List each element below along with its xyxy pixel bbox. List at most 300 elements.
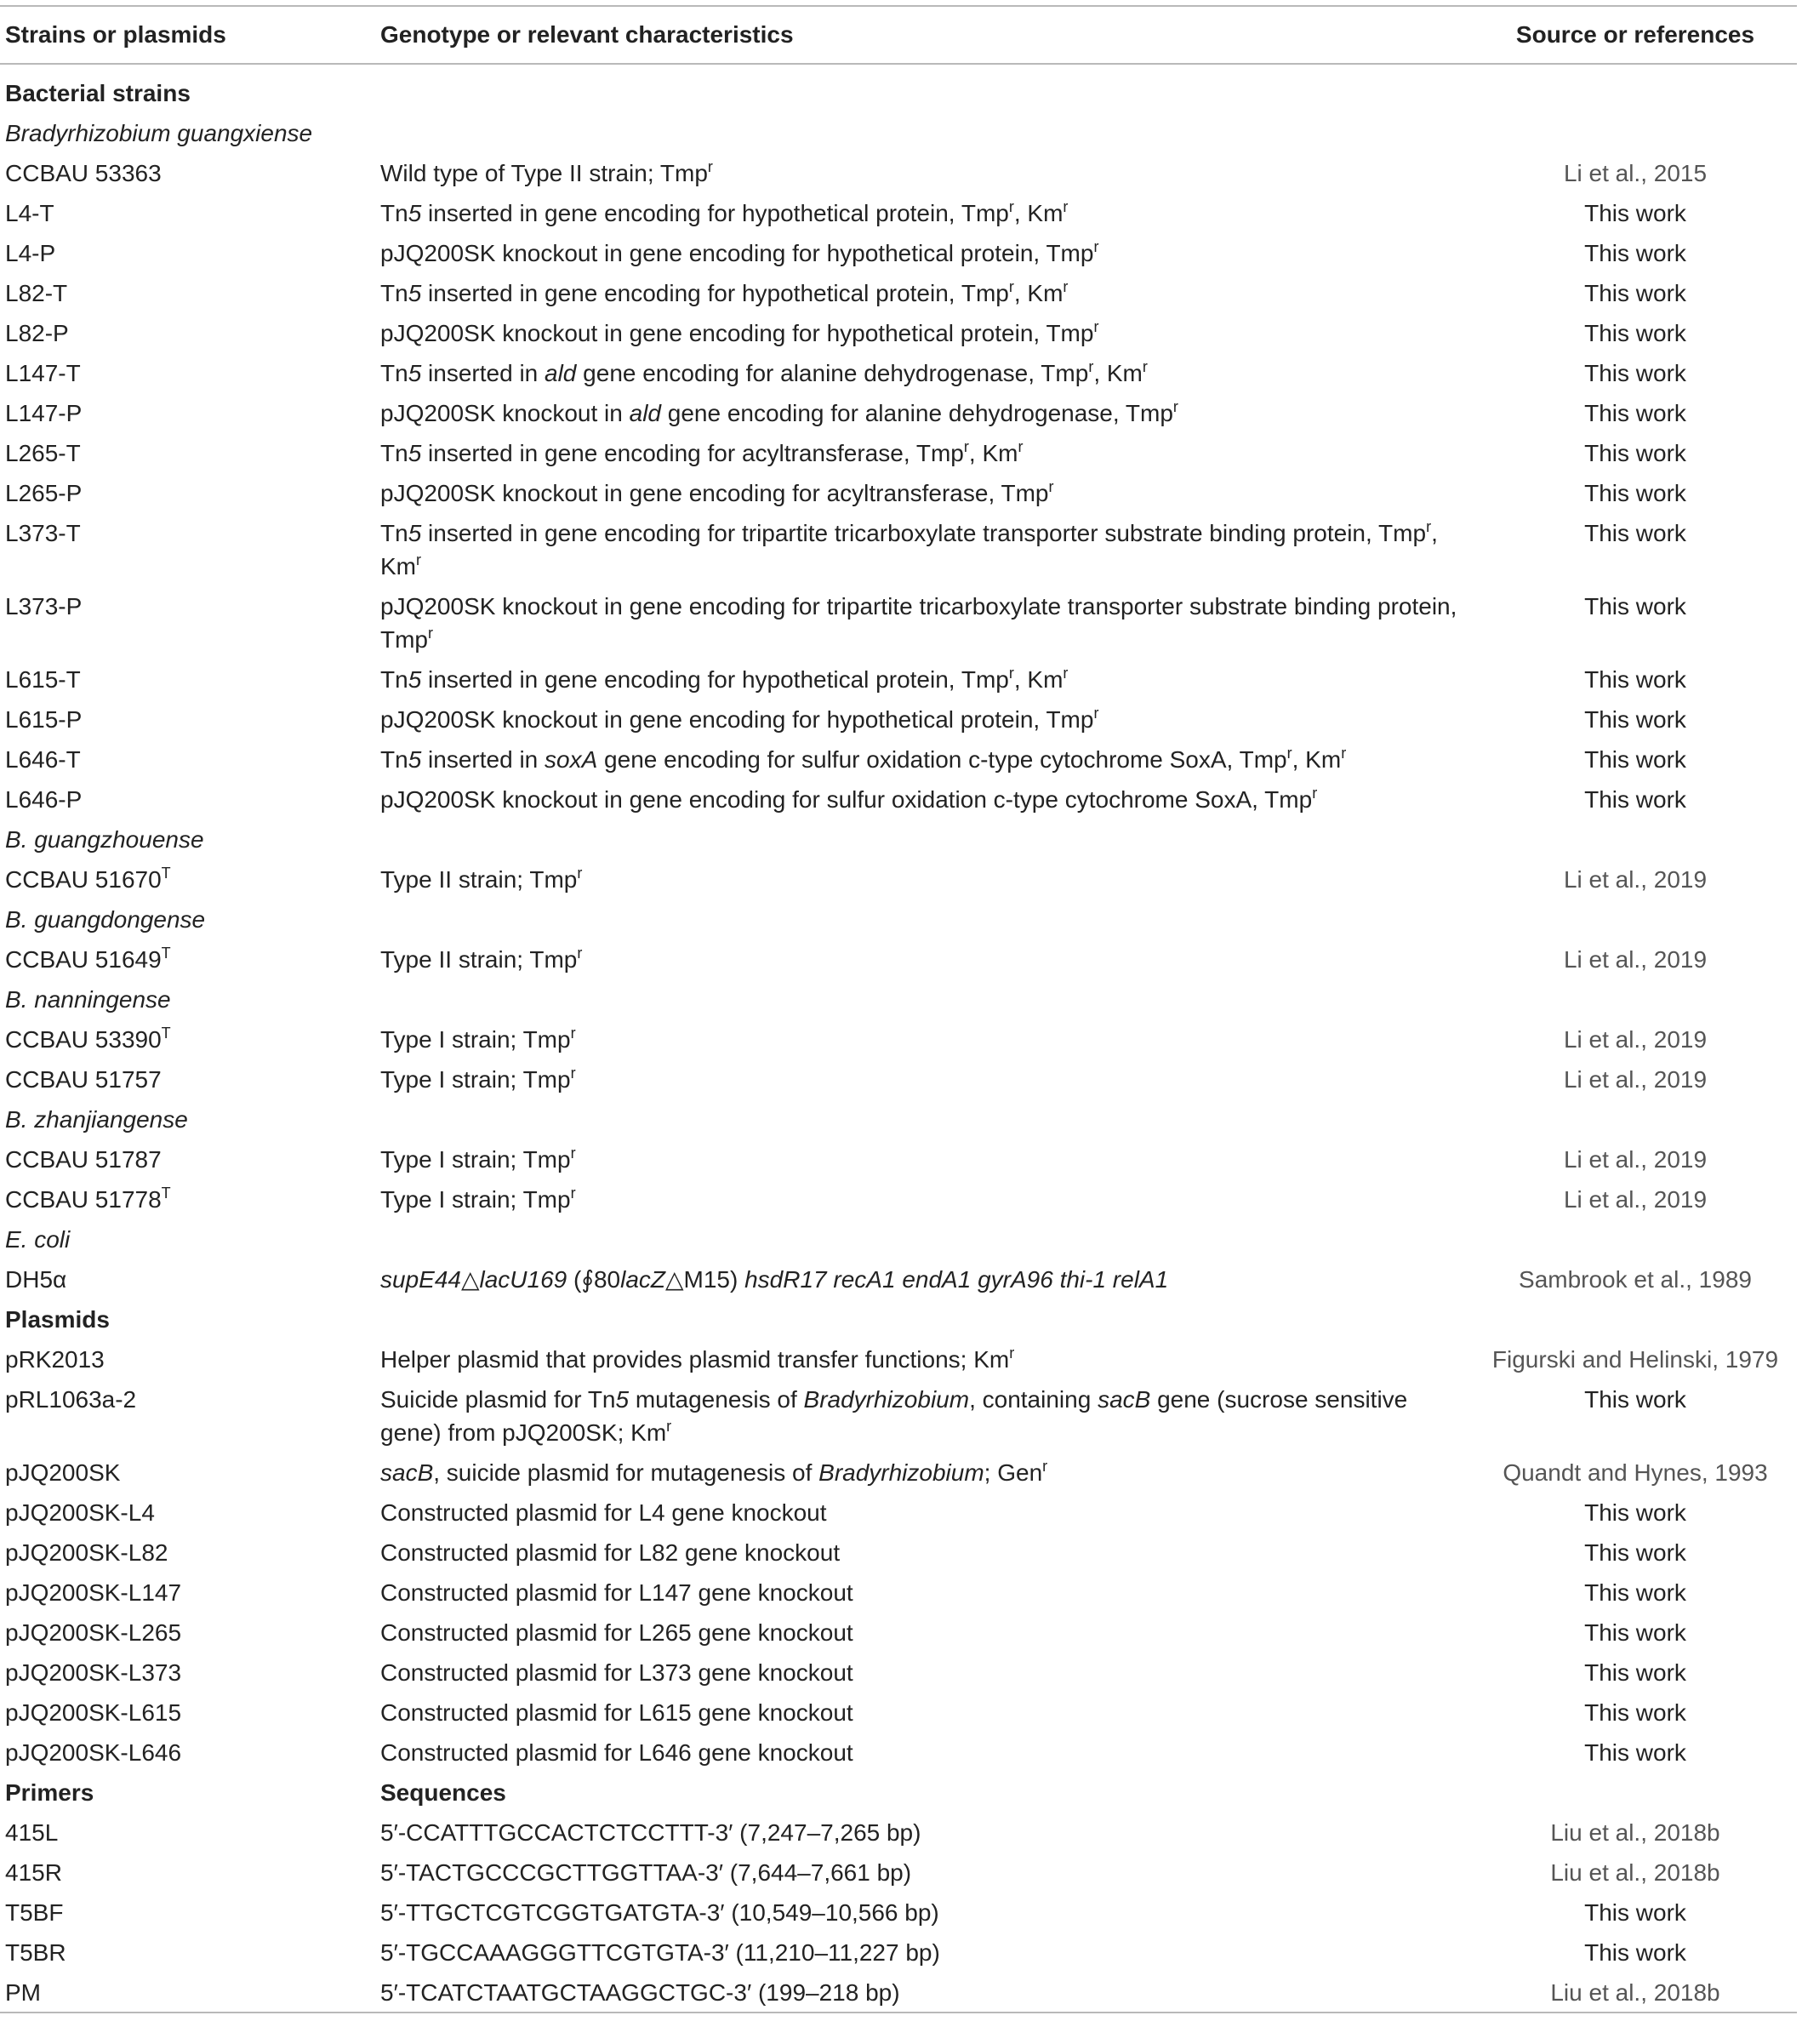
- superscript: r: [416, 551, 421, 568]
- text-segment: pJQ200SK knockout in: [380, 400, 630, 426]
- strain-name: [0, 1573, 375, 1613]
- name-text: pJQ200SK-L265: [5, 1619, 182, 1646]
- source-cell: This work: [1584, 480, 1686, 506]
- text-segment: Sequences: [380, 1779, 506, 1806]
- source-cell: Li et al., 2019: [1563, 946, 1708, 973]
- table-row: [0, 433, 1797, 473]
- table-row: [0, 1733, 1797, 1773]
- text-segment: Constructed plasmid for L82 gene knockout: [380, 1539, 841, 1566]
- text-segment: Constructed plasmid for L646 gene knockout: [380, 1739, 853, 1766]
- name-text: pJQ200SK: [5, 1459, 121, 1486]
- genotype-cell: [375, 1573, 1468, 1613]
- genotype-cell: [375, 393, 1468, 433]
- genotype-cell: [375, 1019, 1468, 1059]
- genotype-cell: [375, 1693, 1468, 1733]
- superscript: r: [1426, 518, 1432, 535]
- name-text: pJQ200SK-L82: [5, 1539, 168, 1566]
- text-segment: Tn: [380, 666, 408, 693]
- species-row: [0, 113, 1797, 153]
- table-row: [0, 1453, 1797, 1493]
- text-segment: , Km: [1013, 666, 1064, 693]
- genotype-cell: [375, 353, 1468, 393]
- name-text: PM: [5, 1979, 41, 2006]
- text-segment: pJQ200SK knockout in gene encoding for hypothetical protein, Tmp: [380, 320, 1094, 346]
- text-segment: inserted in: [421, 746, 545, 773]
- superscript: r: [1048, 478, 1054, 495]
- table-row: [0, 193, 1797, 233]
- table-row: [0, 393, 1797, 433]
- table-row: [0, 233, 1797, 273]
- superscript: r: [1341, 745, 1347, 762]
- strain-name: [0, 1613, 375, 1653]
- species-name: [0, 113, 375, 153]
- name-text: pRL1063a-2: [5, 1386, 137, 1413]
- genotype-cell: [375, 899, 1468, 939]
- table-header: [0, 6, 1797, 64]
- text-segment: Type II strain; Tmp: [380, 866, 578, 893]
- source-cell: [1468, 1299, 1797, 1339]
- table-row: [0, 473, 1797, 513]
- genotype-cell: [375, 939, 1468, 979]
- superscript: r: [1042, 1458, 1048, 1475]
- species-row: [0, 1099, 1797, 1139]
- name-text: pJQ200SK-L4: [5, 1499, 155, 1526]
- section-row: [0, 1299, 1797, 1339]
- strain-name: [0, 433, 375, 473]
- genotype-cell: [375, 1973, 1468, 2013]
- table-row: [0, 859, 1797, 899]
- table-row: [0, 313, 1797, 353]
- table-row: [0, 1813, 1797, 1853]
- name-text: Primers: [5, 1779, 94, 1806]
- superscript: r: [1172, 398, 1178, 415]
- text-segment: Type I strain; Tmp: [380, 1026, 571, 1053]
- source-cell: This work: [1584, 280, 1686, 306]
- superscript: r: [666, 1418, 672, 1435]
- strain-name: [0, 1493, 375, 1533]
- source-cell: This work: [1584, 786, 1686, 813]
- section-row: [0, 1773, 1797, 1813]
- superscript: r: [1009, 1345, 1015, 1362]
- strain-name: [0, 586, 375, 659]
- text-segment: Type I strain; Tmp: [380, 1066, 571, 1093]
- text-segment: Tn: [380, 360, 408, 386]
- strain-name: [0, 1853, 375, 1893]
- superscript: r: [428, 625, 433, 642]
- genotype-cell: [375, 859, 1468, 899]
- text-segment: Suicide plasmid for Tn: [380, 1386, 616, 1413]
- text-segment: Tn: [380, 280, 408, 306]
- italic-text: Bradyrhizobium: [803, 1386, 970, 1413]
- strain-name: [0, 659, 375, 699]
- table-row: [0, 353, 1797, 393]
- table-row: [0, 699, 1797, 739]
- source-cell: Li et al., 2019: [1563, 1146, 1708, 1173]
- species-name: [0, 819, 375, 859]
- name-text: L4-P: [5, 240, 56, 266]
- type-strain-mark: T: [161, 1025, 171, 1042]
- name-text: Plasmids: [5, 1306, 110, 1333]
- text-segment: , Km: [380, 520, 1438, 580]
- name-text: L615-T: [5, 666, 81, 693]
- text-segment: , Km: [1292, 746, 1342, 773]
- source-cell: This work: [1584, 593, 1686, 619]
- section-title: [0, 1773, 375, 1813]
- text-segment: Type I strain; Tmp: [380, 1146, 571, 1173]
- text-segment: , containing: [969, 1386, 1098, 1413]
- name-text: B. guangdongense: [5, 906, 206, 933]
- strain-name: [0, 859, 375, 899]
- name-text: CCBAU 51649: [5, 946, 162, 973]
- source-cell: Figurski and Helinski, 1979: [1491, 1346, 1779, 1373]
- genotype-cell: [375, 819, 1468, 859]
- strain-name: [0, 1179, 375, 1219]
- table-row: [0, 1853, 1797, 1893]
- type-strain-mark: T: [161, 1185, 171, 1202]
- name-text: CCBAU 51778: [5, 1186, 162, 1213]
- genotype-cell: [375, 1933, 1468, 1973]
- source-cell: This work: [1584, 520, 1686, 546]
- genotype-cell: [375, 1219, 1468, 1259]
- superscript: r: [570, 1145, 576, 1162]
- header-row: [0, 6, 1797, 64]
- text-segment: Constructed plasmid for L147 gene knockout: [380, 1579, 853, 1606]
- superscript: r: [1142, 358, 1148, 375]
- text-segment: inserted in gene encoding for hypothetical protein, Tmp: [421, 666, 1009, 693]
- italic-text: 5: [408, 440, 422, 466]
- source-cell: Li et al., 2019: [1563, 866, 1708, 893]
- source-cell: This work: [1584, 746, 1686, 773]
- type-strain-mark: T: [161, 945, 171, 962]
- text-segment: △M15): [665, 1266, 745, 1293]
- superscript: r: [577, 945, 583, 962]
- source-cell: [1468, 1773, 1797, 1813]
- strain-name: [0, 1453, 375, 1493]
- name-text: 415L: [5, 1819, 59, 1846]
- table-row: [0, 1653, 1797, 1693]
- genotype-cell: [375, 1813, 1468, 1853]
- source-cell: Sambrook et al., 1989: [1519, 1266, 1752, 1293]
- italic-text: lacU169: [479, 1266, 567, 1293]
- genotype-cell: [375, 193, 1468, 233]
- species-name: [0, 979, 375, 1019]
- table-row: [0, 1059, 1797, 1099]
- text-segment: gene encoding for alanine dehydrogenase, Tmp: [661, 400, 1173, 426]
- strain-name: [0, 1933, 375, 1973]
- text-segment: 5′-TGCCAAAGGGTTCGTGTA-3′ (11,210–11,227 bp): [380, 1939, 940, 1966]
- genotype-cell: [375, 1179, 1468, 1219]
- source-cell: This work: [1584, 320, 1686, 346]
- italic-text: hsdR17 recA1 endA1 gyrA96 thi-1 relA1: [744, 1266, 1169, 1293]
- table-row: [0, 739, 1797, 779]
- source-cell: Li et al., 2015: [1563, 160, 1708, 186]
- genotype-cell: [375, 1259, 1468, 1299]
- strain-name: [0, 1653, 375, 1693]
- genotype-cell: [375, 659, 1468, 699]
- text-segment: pJQ200SK knockout in gene encoding for tripartite tricarboxylate transporter substrate binding protein, Tmp: [380, 593, 1457, 653]
- source-cell: This work: [1584, 1899, 1686, 1926]
- genotype-cell: [375, 979, 1468, 1019]
- strain-name: [0, 1893, 375, 1933]
- superscript: r: [570, 1065, 576, 1082]
- text-segment: inserted in gene encoding for acyltransferase, Tmp: [421, 440, 964, 466]
- source-cell: This work: [1584, 360, 1686, 386]
- header-genotype: Genotype or relevant characteristics: [375, 6, 1468, 64]
- genotype-cell: [375, 1099, 1468, 1139]
- italic-text: soxA: [545, 746, 598, 773]
- name-text: CCBAU 53390: [5, 1026, 162, 1053]
- source-cell: This work: [1584, 1739, 1686, 1766]
- name-text: L265-T: [5, 440, 81, 466]
- name-text: CCBAU 51670: [5, 866, 162, 893]
- strain-name: [0, 699, 375, 739]
- text-segment: pJQ200SK knockout in gene encoding for acyltransferase, Tmp: [380, 480, 1049, 506]
- strain-name: [0, 1059, 375, 1099]
- strain-name: [0, 939, 375, 979]
- name-text: pJQ200SK-L646: [5, 1739, 182, 1766]
- name-text: L646-T: [5, 746, 81, 773]
- name-text: 415R: [5, 1859, 62, 1886]
- italic-text: ald: [545, 360, 577, 386]
- superscript: r: [1093, 318, 1099, 335]
- superscript: r: [963, 438, 969, 455]
- superscript: r: [1018, 438, 1024, 455]
- text-segment: Tn: [380, 746, 408, 773]
- source-cell: This work: [1584, 1939, 1686, 1966]
- name-text: pJQ200SK-L615: [5, 1699, 182, 1726]
- name-text: L265-P: [5, 480, 83, 506]
- strains-plasmids-table: [0, 5, 1797, 2013]
- species-row: [0, 899, 1797, 939]
- name-text: pJQ200SK-L373: [5, 1659, 182, 1686]
- text-segment: pJQ200SK knockout in gene encoding for hypothetical protein, Tmp: [380, 706, 1094, 733]
- text-segment: inserted in gene encoding for hypothetical protein, Tmp: [421, 280, 1009, 306]
- text-segment: Type II strain; Tmp: [380, 946, 578, 973]
- superscript: r: [1312, 785, 1318, 802]
- genotype-cell: [375, 153, 1468, 193]
- strain-name: [0, 473, 375, 513]
- superscript: r: [707, 158, 713, 175]
- text-segment: Constructed plasmid for L4 gene knockout: [380, 1499, 827, 1526]
- strain-name: [0, 1019, 375, 1059]
- strain-name: [0, 513, 375, 586]
- strain-name: [0, 1973, 375, 2013]
- text-segment: , Km: [1093, 360, 1143, 386]
- source-cell: This work: [1584, 440, 1686, 466]
- genotype-cell: [375, 1853, 1468, 1893]
- table-row: [0, 153, 1797, 193]
- table-row: [0, 1533, 1797, 1573]
- text-segment: Tn: [380, 520, 408, 546]
- superscript: r: [1008, 665, 1014, 682]
- source-cell: [1468, 1219, 1797, 1259]
- species-name: [0, 899, 375, 939]
- strain-name: [0, 393, 375, 433]
- genotype-cell: [375, 1893, 1468, 1933]
- table-row: [0, 1339, 1797, 1379]
- genotype-cell: [375, 113, 1468, 153]
- text-segment: , Km: [968, 440, 1018, 466]
- text-segment: Constructed plasmid for L265 gene knockout: [380, 1619, 853, 1646]
- species-row: [0, 1219, 1797, 1259]
- name-text: B. guangzhouense: [5, 826, 204, 853]
- strain-name: [0, 1693, 375, 1733]
- table-row: [0, 586, 1797, 659]
- genotype-cell: [375, 473, 1468, 513]
- superscript: r: [1093, 705, 1099, 722]
- source-cell: This work: [1584, 706, 1686, 733]
- text-segment: mutagenesis of: [629, 1386, 804, 1413]
- source-cell: This work: [1584, 200, 1686, 226]
- superscript: r: [1063, 665, 1069, 682]
- table-body: [0, 64, 1797, 2013]
- text-segment: , suicide plasmid for mutagenesis of: [433, 1459, 819, 1486]
- name-text: pJQ200SK-L147: [5, 1579, 182, 1606]
- text-segment: , Km: [1013, 280, 1064, 306]
- strain-name: [0, 1259, 375, 1299]
- source-cell: [1468, 64, 1797, 113]
- table-row: [0, 779, 1797, 819]
- genotype-cell: [375, 1139, 1468, 1179]
- superscript: r: [1063, 278, 1069, 295]
- name-text: B. nanningense: [5, 986, 171, 1013]
- source-cell: [1468, 113, 1797, 153]
- source-cell: [1468, 979, 1797, 1019]
- italic-text: ald: [629, 400, 661, 426]
- italic-text: 5: [408, 200, 422, 226]
- source-cell: Quandt and Hynes, 1993: [1503, 1459, 1768, 1486]
- italic-text: sacB: [1098, 1386, 1151, 1413]
- genotype-cell: [375, 1773, 1468, 1813]
- source-cell: This work: [1584, 1539, 1686, 1566]
- superscript: r: [1063, 198, 1069, 215]
- genotype-cell: [375, 1453, 1468, 1493]
- strain-name: [0, 779, 375, 819]
- text-segment: Type I strain; Tmp: [380, 1186, 571, 1213]
- strain-name: [0, 1813, 375, 1853]
- name-text: L82-P: [5, 320, 69, 346]
- text-segment: pJQ200SK knockout in gene encoding for hypothetical protein, Tmp: [380, 240, 1094, 266]
- name-text: L147-T: [5, 360, 81, 386]
- table-row: [0, 1019, 1797, 1059]
- text-segment: gene encoding for sulfur oxidation c-type cytochrome SoxA, Tmp: [597, 746, 1287, 773]
- species-name: [0, 1219, 375, 1259]
- italic-text: 5: [408, 666, 422, 693]
- species-row: [0, 979, 1797, 1019]
- table-row: [0, 1693, 1797, 1733]
- italic-text: 5: [408, 746, 422, 773]
- strain-name: [0, 353, 375, 393]
- genotype-cell: [375, 1379, 1468, 1453]
- genotype-cell: [375, 313, 1468, 353]
- strain-name: [0, 1533, 375, 1573]
- source-cell: This work: [1584, 1579, 1686, 1606]
- table-row: [0, 1573, 1797, 1613]
- italic-text: lacZ: [620, 1266, 665, 1293]
- italic-text: 5: [408, 360, 422, 386]
- strain-name: [0, 193, 375, 233]
- italic-text: 5: [408, 520, 422, 546]
- text-segment: Constructed plasmid for L373 gene knockout: [380, 1659, 853, 1686]
- table-row: [0, 659, 1797, 699]
- name-text: L646-P: [5, 786, 83, 813]
- text-segment: inserted in gene encoding for hypothetical protein, Tmp: [421, 200, 1009, 226]
- name-text: Bradyrhizobium guangxiense: [5, 120, 313, 146]
- text-segment: Tn: [380, 440, 408, 466]
- genotype-cell: [375, 433, 1468, 473]
- source-cell: This work: [1584, 666, 1686, 693]
- source-cell: Liu et al., 2018b: [1468, 1973, 1797, 2013]
- source-cell: [1468, 1099, 1797, 1139]
- source-cell: Li et al., 2019: [1563, 1066, 1708, 1093]
- table-row: [0, 1893, 1797, 1933]
- text-segment: , Km: [1013, 200, 1064, 226]
- superscript: r: [1008, 278, 1014, 295]
- strain-name: [0, 1379, 375, 1453]
- genotype-cell: [375, 739, 1468, 779]
- italic-text: 5: [408, 280, 422, 306]
- source-cell: Liu et al., 2018b: [1550, 1859, 1720, 1886]
- table-row: [0, 1613, 1797, 1653]
- source-cell: This work: [1584, 1699, 1686, 1726]
- text-segment: 5′-TTGCTCGTCGGTGATGTA-3′ (10,549–10,566 bp): [380, 1899, 939, 1926]
- name-text: DH5α: [5, 1266, 67, 1293]
- text-segment: Wild type of Type II strain; Tmp: [380, 160, 708, 186]
- source-cell: Li et al., 2019: [1563, 1186, 1708, 1213]
- genotype-cell: [375, 1613, 1468, 1653]
- table-row: [0, 1933, 1797, 1973]
- source-cell: This work: [1584, 1659, 1686, 1686]
- name-text: Bacterial strains: [5, 80, 191, 106]
- table-row: [0, 513, 1797, 586]
- name-text: L147-P: [5, 400, 83, 426]
- superscript: r: [570, 1025, 576, 1042]
- genotype-cell: [375, 233, 1468, 273]
- superscript: r: [570, 1185, 576, 1202]
- genotype-cell: [375, 64, 1468, 113]
- italic-text: 5: [615, 1386, 630, 1413]
- name-text: L4-T: [5, 200, 54, 226]
- text-segment: 5′-CCATTTGCCACTCTCCTTT-3′ (7,247–7,265 bp): [380, 1819, 921, 1846]
- header-strains: Strains or plasmids: [0, 6, 375, 64]
- name-text: B. zhanjiangense: [5, 1106, 188, 1133]
- strain-name: [0, 233, 375, 273]
- text-segment: 5′-TCATCTAATGCTAAGGCTGC-3′ (199–218 bp): [380, 1979, 900, 2006]
- text-segment: ; Gen: [984, 1459, 1043, 1486]
- strain-name: [0, 1733, 375, 1773]
- strain-name: [0, 1139, 375, 1179]
- table-row: [0, 273, 1797, 313]
- source-cell: This work: [1584, 240, 1686, 266]
- strain-name: [0, 313, 375, 353]
- strain-name: [0, 153, 375, 193]
- table-row: [0, 1973, 1797, 2013]
- section-title: [0, 1299, 375, 1339]
- source-cell: Liu et al., 2018b: [1550, 1819, 1720, 1846]
- source-cell: This work: [1584, 1499, 1686, 1526]
- text-segment: 5′-TACTGCCCGCTTGGTTAA-3′ (7,644–7,661 bp): [380, 1859, 912, 1886]
- source-cell: [1468, 819, 1797, 859]
- italic-text: Bradyrhizobium: [818, 1459, 984, 1486]
- name-text: T5BF: [5, 1899, 64, 1926]
- text-segment: Constructed plasmid for L615 gene knockout: [380, 1699, 853, 1726]
- table-row: [0, 1259, 1797, 1299]
- table-row: [0, 1139, 1797, 1179]
- section-row: [0, 64, 1797, 113]
- table-row: [0, 1493, 1797, 1533]
- table-row: [0, 1179, 1797, 1219]
- name-text: L615-P: [5, 706, 83, 733]
